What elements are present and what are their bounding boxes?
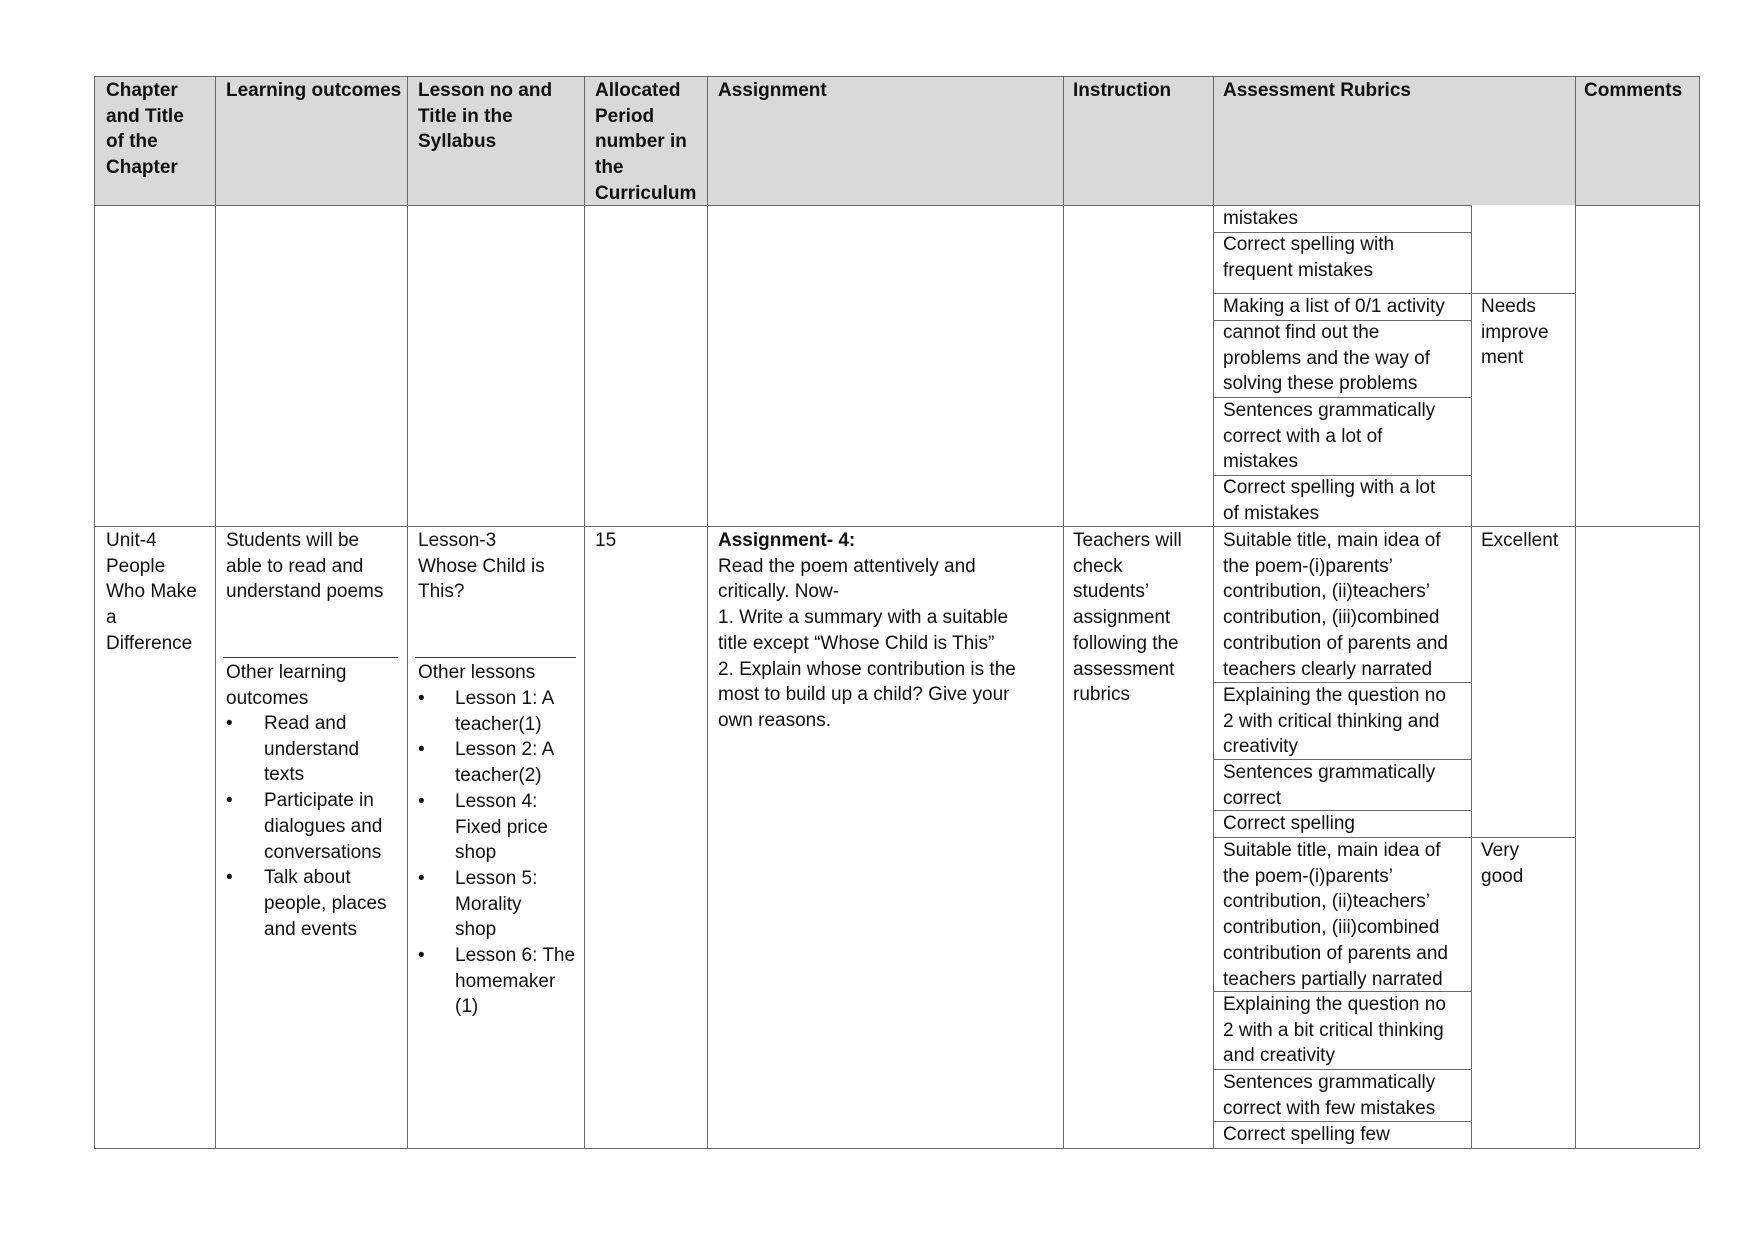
rubric-cell: Sentences grammatically <box>1223 762 1436 783</box>
header-allocated-period: Curriculum <box>595 182 697 204</box>
unit-chapter-title: a <box>106 607 117 629</box>
other-lesson-item: teacher(1) <box>455 713 542 735</box>
instruction-text: students’ <box>1073 581 1150 603</box>
cell-separator <box>415 657 576 658</box>
other-learning-outcome-item: Read and <box>264 713 347 734</box>
column-border <box>407 76 408 1148</box>
grade-column-border <box>1471 205 1472 1148</box>
learning-outcome-main: able to read and <box>226 555 364 577</box>
rubric-cell: contribution of parents and <box>1223 942 1448 964</box>
other-lesson-item: Lesson 5: <box>455 867 538 889</box>
column-border <box>1575 76 1576 1148</box>
learning-outcome-main: understand poems <box>226 581 384 603</box>
grade-very-good: good <box>1481 865 1524 887</box>
rubric-cell: creativity <box>1223 736 1298 758</box>
allocated-period-value: 15 <box>595 530 617 551</box>
rubric-cell: 2 with critical thinking and <box>1223 710 1440 732</box>
header-assignment: Assignment <box>718 80 827 101</box>
unit-chapter-title: People <box>106 555 166 577</box>
assignment-text: Read the poem attentively and <box>718 555 976 577</box>
row-divider <box>94 526 1699 527</box>
unit-chapter-title: Unit-4 <box>106 530 157 551</box>
header-lesson: Syllabus <box>418 131 497 153</box>
header-chapter: of the <box>106 131 158 153</box>
rubric-cell: correct with few mistakes <box>1223 1097 1436 1119</box>
rubric-cell: teachers partially narrated <box>1223 968 1443 990</box>
rubric-cell: mistakes <box>1223 451 1298 473</box>
learning-outcome-main: Students will be <box>226 530 360 551</box>
cell-separator <box>223 657 398 658</box>
rubric-cell: mistakes <box>1223 208 1298 229</box>
other-lesson-item: homemaker <box>455 970 556 992</box>
bullet-marker: • <box>418 867 425 889</box>
bullet-marker: • <box>418 945 425 966</box>
table-top-border <box>94 76 1699 77</box>
unit-chapter-title: Difference <box>106 632 193 654</box>
assignment-text: most to build up a child? Give your <box>718 684 1010 706</box>
other-learning-outcome-item: people, places <box>264 892 387 914</box>
rubric-cell: Correct spelling few <box>1223 1124 1390 1145</box>
lesson-main-title: Lesson-3 <box>418 530 497 551</box>
column-border <box>215 76 216 1148</box>
rubric-cell: Sentences grammatically <box>1223 400 1436 421</box>
other-lesson-item: Lesson 4: <box>455 790 538 812</box>
header-chapter: Chapter <box>106 157 178 179</box>
lesson-main-title: This? <box>418 581 465 603</box>
rubric-cell: contribution, (iii)combined <box>1223 917 1440 939</box>
other-lesson-item: Lesson 2: A <box>455 739 555 761</box>
rubric-cell: solving these problems <box>1223 373 1418 395</box>
header-instruction: Instruction <box>1073 80 1172 101</box>
rubric-cell: contribution, (ii)teachers’ <box>1223 581 1430 603</box>
rubric-cell: Suitable title, main idea of <box>1223 840 1441 861</box>
instruction-text: assessment <box>1073 658 1175 680</box>
instruction-text: Teachers will <box>1073 530 1182 551</box>
rubric-cell: teachers clearly narrated <box>1223 658 1433 680</box>
column-border <box>707 76 708 1148</box>
rubric-cell: the poem-(i)parents’ <box>1223 555 1394 577</box>
other-learning-outcome-item: understand <box>264 738 360 760</box>
rubric-cell: Correct spelling with a lot <box>1223 477 1436 498</box>
other-learning-outcomes-title: Other learning <box>226 662 347 683</box>
header-chapter: Chapter <box>106 80 178 101</box>
other-lesson-item: Lesson 1: A <box>455 688 555 709</box>
instruction-text: following the <box>1073 632 1179 654</box>
header-lesson: Lesson no and <box>418 80 553 101</box>
other-learning-outcome-item: dialogues and <box>264 815 383 837</box>
rubric-cell: problems and the way of <box>1223 347 1431 369</box>
rubric-cell: Making a list of 0/1 activity <box>1223 296 1445 317</box>
other-lesson-item: shop <box>455 919 497 941</box>
header-allocated-period: the <box>595 157 624 179</box>
other-lesson-item: Fixed price <box>455 816 548 838</box>
header-allocated-period: number in <box>595 131 687 153</box>
other-lesson-item: (1) <box>455 996 479 1018</box>
other-lesson-item: Morality <box>455 893 522 915</box>
rubric-cell: contribution of parents and <box>1223 632 1448 654</box>
header-lesson: Title in the <box>418 105 513 127</box>
column-border <box>1063 76 1064 1148</box>
header-bottom-border <box>1575 205 1699 206</box>
unit-chapter-title: Who Make <box>106 581 197 603</box>
grade-needs-improvement: ment <box>1481 347 1524 369</box>
header-learning-outcomes: Learning outcomes <box>226 80 402 101</box>
other-learning-outcome-item: Talk about <box>264 867 351 889</box>
instruction-text: check <box>1073 555 1123 577</box>
assignment-text: own reasons. <box>718 709 832 731</box>
other-lessons-title: Other lessons <box>418 662 536 683</box>
bullet-marker: • <box>418 790 425 812</box>
grade-excellent: Excellent <box>1481 530 1559 551</box>
assignment-text: 1. Write a summary with a suitable <box>718 607 1009 629</box>
instruction-text: rubrics <box>1073 684 1131 706</box>
header-allocated-period: Allocated <box>595 80 681 101</box>
other-learning-outcome-item: texts <box>264 764 305 786</box>
assignment-text: critically. Now- <box>718 581 840 603</box>
other-learning-outcomes-title: outcomes <box>226 687 309 709</box>
rubric-cell: the poem-(i)parents’ <box>1223 865 1394 887</box>
assignment-text: 2. Explain whose contribution is the <box>718 658 1016 680</box>
table-bottom-border <box>94 1148 1699 1149</box>
other-lesson-item: shop <box>455 842 497 864</box>
rubric-cell: Explaining the question no <box>1223 994 1446 1015</box>
lesson-main-title: Whose Child is <box>418 555 545 577</box>
grade-needs-improvement: Needs <box>1481 296 1536 317</box>
rubric-cell: and creativity <box>1223 1045 1335 1067</box>
bullet-marker: • <box>226 867 233 889</box>
other-learning-outcome-item: Participate in <box>264 790 374 812</box>
rubric-cell: contribution, (ii)teachers’ <box>1223 891 1430 913</box>
other-learning-outcome-item: and events <box>264 918 357 940</box>
rubric-cell: Correct spelling with <box>1223 234 1395 255</box>
rubric-cell: Suitable title, main idea of <box>1223 530 1441 551</box>
bullet-marker: • <box>418 688 425 709</box>
rubric-cell: of mistakes <box>1223 502 1320 524</box>
rubric-cell: correct <box>1223 787 1282 809</box>
bullet-marker: • <box>226 790 233 812</box>
other-lesson-item: Lesson 6: The <box>455 945 576 966</box>
bullet-marker: • <box>226 713 233 734</box>
instruction-text: assignment <box>1073 607 1171 629</box>
grade-very-good: Very <box>1481 840 1520 861</box>
rubric-cell: cannot find out the <box>1223 322 1380 343</box>
column-border <box>584 76 585 1148</box>
bullet-marker: • <box>418 739 425 761</box>
rubric-cell: Correct spelling <box>1223 813 1355 834</box>
assignment-text: title except “Whose Child is This” <box>718 632 995 654</box>
column-border <box>1699 76 1700 1148</box>
header-assessment-rubrics: Assessment Rubrics <box>1223 80 1411 101</box>
assignment-title: Assignment- 4: <box>718 530 856 551</box>
rubric-cell: contribution, (iii)combined <box>1223 607 1440 629</box>
rubric-cell: correct with a lot of <box>1223 425 1383 447</box>
other-lesson-item: teacher(2) <box>455 765 542 787</box>
other-learning-outcome-item: conversations <box>264 841 382 863</box>
rubric-cell: 2 with a bit critical thinking <box>1223 1019 1444 1041</box>
grade-needs-improvement: improve <box>1481 321 1549 343</box>
rubric-cell: Explaining the question no <box>1223 685 1446 706</box>
header-chapter: and Title <box>106 105 184 127</box>
rubric-cell: frequent mistakes <box>1223 259 1373 281</box>
header-comments: Comments <box>1584 80 1683 101</box>
column-border <box>1213 76 1214 1148</box>
header-allocated-period: Period <box>595 105 655 127</box>
rubric-cell: Sentences grammatically <box>1223 1072 1436 1093</box>
column-border <box>94 76 95 1148</box>
